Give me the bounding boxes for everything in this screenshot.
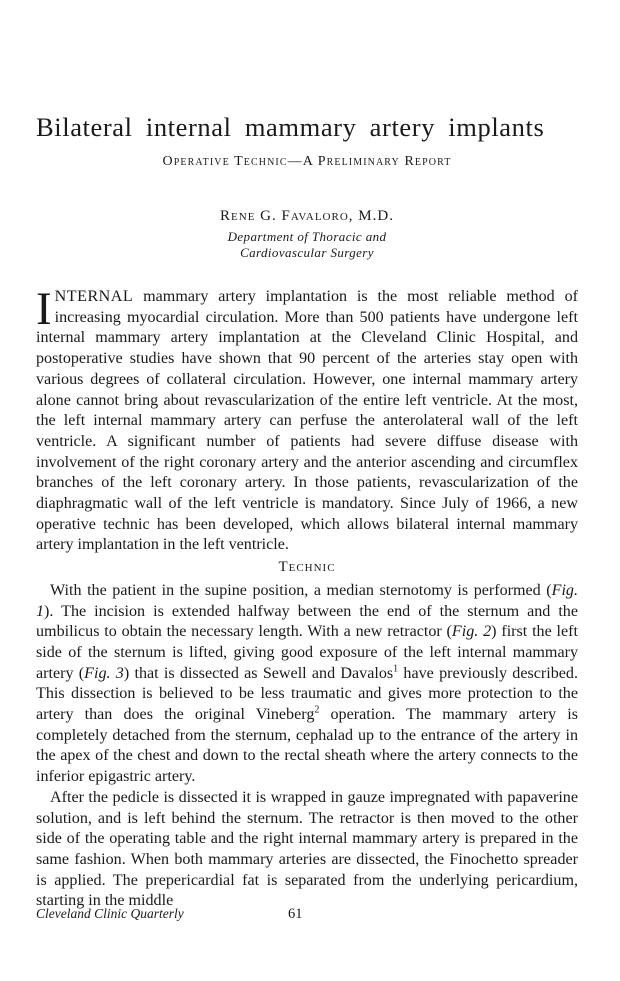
paper-page [36,0,578,981]
figure-reference: Fig. 1 [36,581,578,620]
intro-paragraph [36,283,578,556]
page-footer [36,906,578,926]
technic-paragraph [36,581,578,788]
citation-superscript: 1 [393,663,399,675]
paragraph-text: ) first the left side of the sternum is lifted, giving good exposure of the left internal mammary artery ( [36,623,578,682]
figure-reference: Fig. 2 [451,623,492,641]
pedicle-paragraph: After the pedicle is dissected it is wrapped in gauze impregnated with papaverine solution, and is left behind the sternum. The retractor is then moved to the other side of the operating table and the right internal mammary artery is prepared in the same fashion. When both mammary arteries are dissected, the Finochetto spreader is applied. The prepericardial fat is separated from the underlying pericardium, starting in the middle [36,788,578,910]
article-subtitle: Operative Technic—A Preliminary Report [162,154,452,169]
author-name: Rene G. Favaloro, M.D. [220,208,394,224]
section-heading-technic: Technic [278,559,336,576]
paragraph-text: have previously described. This dissection is believed to be less traumatic and gives more protection to the artery than does the original Vineberg [36,664,578,724]
paragraph-text: With the patient in the supine position, a median sternotomy is performed ( [50,581,552,599]
affiliation-line: Cardiovascular Surgery [240,245,374,260]
paragraph-text: operation. The mammary artery is completely detached from the sternum, cephalad up to the entrance of the artery in the apex of the chest and down to the rectal sheath where the artery connects to the inferior epigastric artery. [36,706,578,786]
intro-text: mammary artery implantation is the most reliable method of increasing myocardial circulation. More than 500 patients have undergone left internal mammary artery implantation at the Cleveland Clinic Hospital, and postoperative studies have shown that 90 percent of the arteries stay open with various degrees of collateral circulation. However, one internal mammary artery alone cannot bring about revascularization of the entire left ventricle. At the most, the left internal mammary artery can perfuse the anterolateral wall of the left ventricle. A significant number of patients had severe diffuse disease with involvement of the right coronary artery and the anterior ascending and circumflex branches of the left coronary artery. In those patients, revascularization of the diaphragmatic wall of the left ventricle is mandatory. Since July of 1966, a new operative technic has been developed, which allows bilateral internal mammary artery implantation in the left ventricle. [36,288,578,554]
page-number: 61 [288,906,303,922]
author-affiliation [36,229,578,261]
article-body [36,283,578,912]
paragraph-text: ) that is dissected as Sewell and Davalos [123,664,394,682]
intro-first-word: NTERNAL [54,288,134,305]
journal-name: Cleveland Clinic Quarterly [36,906,184,921]
citation-superscript: 2 [314,704,320,716]
figure-reference: Fig. 3 [84,664,124,682]
article-title: Bilateral internal mammary artery implants [36,112,545,142]
paragraph-text: ). The incision is extended halfway between the end of the sternum and the umbilicus to obtain the necessary length. With a new retractor ( [36,602,578,641]
drop-cap: I [36,283,52,335]
affiliation-line: Department of Thoracic and [227,229,387,244]
